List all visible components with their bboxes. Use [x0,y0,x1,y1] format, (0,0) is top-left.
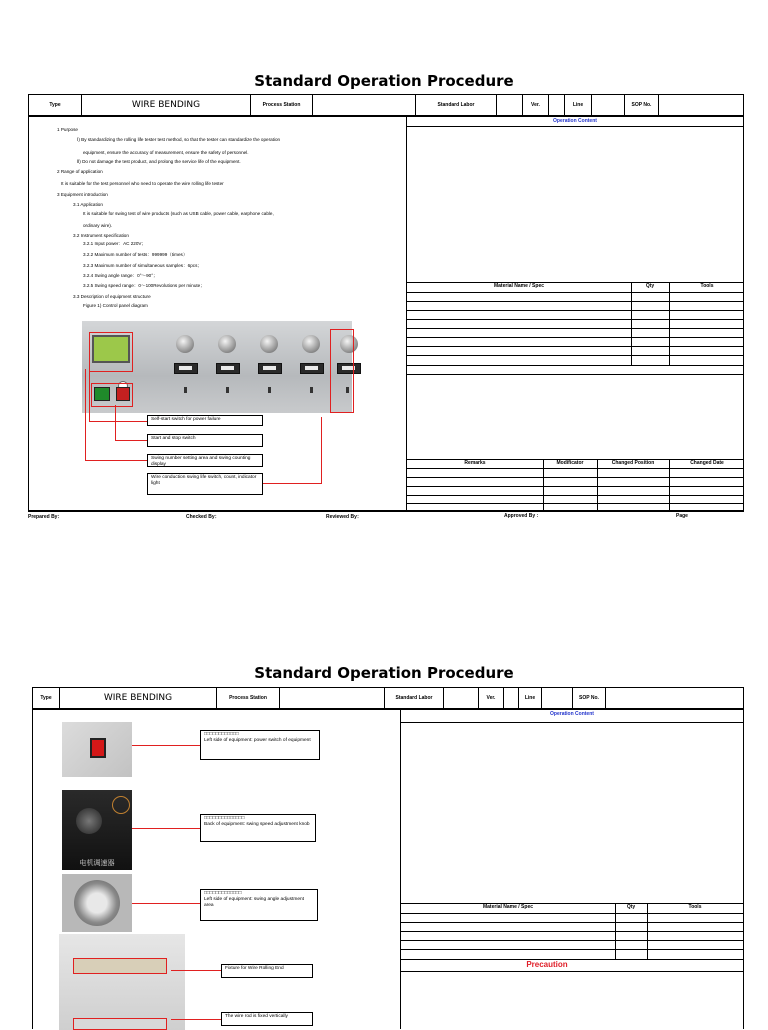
speed-knob-photo [62,790,132,870]
line-label: Line [565,95,592,116]
fixture-photo [59,934,185,1030]
remarks-header: Remarks [464,460,486,466]
power-switch-photo [62,722,132,777]
angle-adjust-photo [62,874,132,932]
callout-fixture: Fixture for Wire Rolling End [221,964,313,978]
labor-label: Standard Labor [416,95,497,116]
control-panel-photo [82,321,352,413]
page1-left-content: 1 Purpose Ⅰ) By standardizing the rolling life tester test method, so that the tester can standardize the operation equipment, ensure the accuracy of measurement, ensure the safety of personnel. Ⅱ) Do not damage the test product, and prolong the service life of the equipment. 2 Range of application It is suitable for the test personnel who need to operate the wire rolling life tester 3 Equipment introduction 3.1 Application It is suitable for swing test of wire products (such as USB cable, power cable, earphone cable, ordinary wire). 3.2 Instrument specification 3.2.1 Input power：AC 220V； 3.2.2 Maximum number of tests：999999（times） 3.2.3 Maximum number of simultaneous samples：6pcs； 3.2.4 Swing angle range：0°～90°； 3.2.5 Swing speed range：0～100Revolutions per minute； 3.3 Description of equipment structure Figure 1) Control panel diagram Self-start switch for power failure Start and stop switch Swing number setting area and swing counting display Wire conduction swing life switch, count, indicator light [28,116,406,511]
page2-header-table: Type WIRE BENDING Process Station Standard Labor Ver. Line SOP No. [32,687,744,709]
station-label: Process Station [251,95,313,116]
callout-start-stop: Start and stop switch [147,434,263,447]
page-label: Page [676,513,688,519]
type-value: WIRE BENDING [82,95,251,116]
qty-header: Qty [645,283,655,289]
checked-by: Checked By： [186,514,220,520]
modificator-header: Modificator [556,460,584,466]
changed-position-header: Changed Position [611,460,655,466]
callout-angle-adjust: □□□□□□□□□□□□□ Left side of equipment: swing angle adjustment area [200,889,318,921]
page2-right-column: Operation Content Material Name / Spec Qty Tools Precaution [400,709,744,1029]
photo-label: 电机调速器 [79,859,115,867]
callout-speed-knob: □□□□□□□□□□□□□□ Back of equipment: swing speed adjustment knob [200,814,316,842]
station-value [313,95,416,116]
ver-label: Ver. [523,95,549,116]
page2-left-content [32,709,400,1029]
page1-right-column [406,116,744,511]
callout-power-failure: Self-start switch for power failure [147,415,263,426]
changed-date-header: Changed Date [690,460,724,466]
operation-content-label: Operation Content [553,118,597,124]
sop-label: SOP No. [625,95,659,116]
material-header: Material Name / Spec [493,283,545,289]
sop-value [659,95,744,116]
callout-swing-number: Swing number setting area and swing counting display [147,454,263,467]
tools-header: Tools [700,283,714,289]
callout-wire-fixed: The wire rod is fixed vertically [221,1012,313,1026]
prepared-by: Prepared By： [28,514,63,520]
page1-footer [28,511,744,522]
precaution-label: Precaution [526,960,568,969]
page1-title: Standard Operation Procedure [254,72,514,90]
callout-power-switch: □□□□□□□□□□□□ Left side of equipment: power switch of equipment [200,730,320,760]
callout-wire-conduction: Wire conduction swing life switch, count, indicator light [147,473,263,495]
approved-by: Approved By : [504,513,539,519]
reviewed-by: Reviewed By： [326,514,362,520]
page1-header-table [28,94,744,116]
type-value-p2: WIRE BENDING [60,688,217,709]
page2-title: Standard Operation Procedure [254,664,514,682]
type-label: Type [29,95,82,116]
